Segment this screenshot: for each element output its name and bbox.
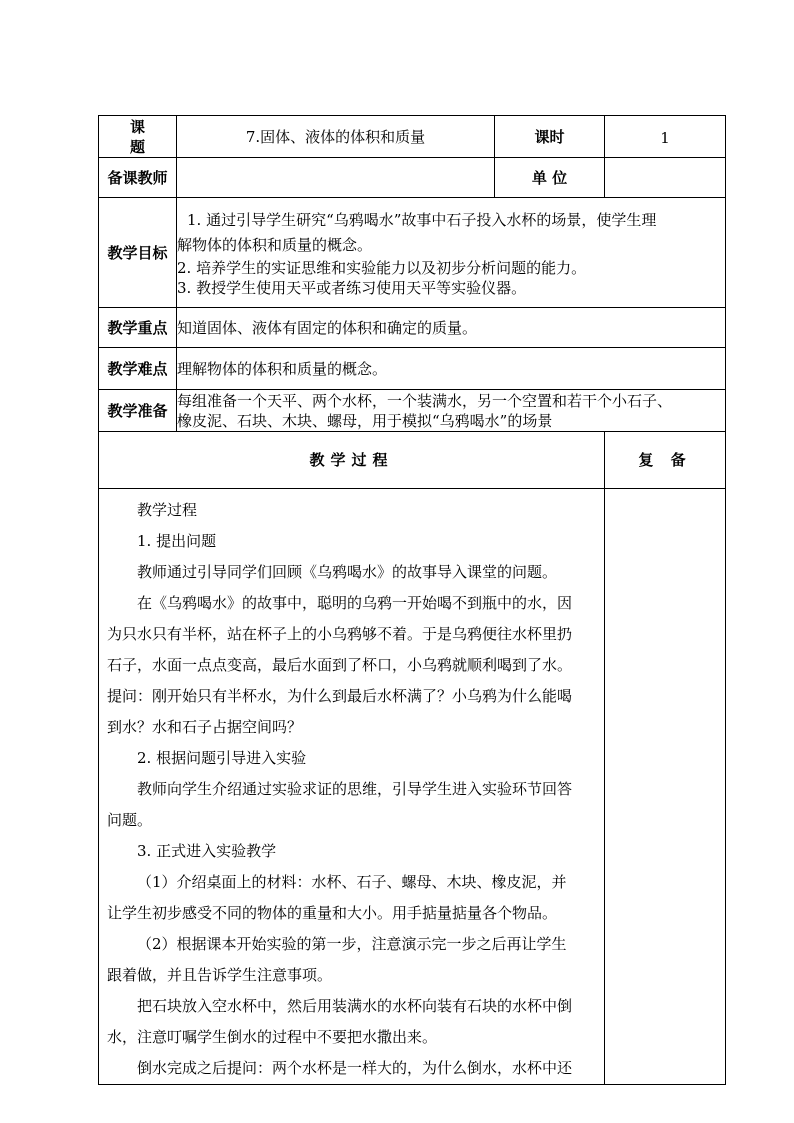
process-paragraph: 教师向学生介绍通过实验求证的思维，引导学生进入实验环节回答 [137, 780, 573, 798]
unit-label: 单 位 [495, 158, 605, 198]
process-paragraph: 跟着做，并且告诉学生注意事项。 [107, 966, 333, 984]
topic-label: 课 题 [99, 116, 177, 158]
period-label: 课时 [495, 116, 605, 158]
goal-line-2: 解物体的体积和质量的概念。 [177, 235, 373, 254]
preparation-content [177, 390, 726, 432]
difficulties-label: 教学难点 [99, 348, 177, 390]
process-paragraph: （2）根据课本开始实验的第一步，注意演示完一步之后再让学生 [137, 935, 567, 953]
process-paragraph: 倒水完成之后提问：两个水杯是一样大的，为什么倒水，水杯中还 [137, 1059, 573, 1077]
process-paragraph: 1. 提出问题 [137, 532, 217, 550]
process-title: 教学过程 [99, 432, 605, 489]
goals-row [99, 198, 726, 308]
preparation-line-2: 橡皮泥、石块、木块、螺母，用于模拟“乌鸦喝水”的场景 [177, 411, 553, 430]
process-body-row [99, 489, 726, 1085]
key-points-row [99, 308, 726, 348]
topic-value: 7.固体、液体的体积和质量 [177, 116, 495, 158]
process-paragraph: 让学生初步感受不同的物体的重量和大小。用手掂量掂量各个物品。 [107, 904, 558, 922]
process-paragraph: 提问：刚开始只有半杯水，为什么到最后水杯满了？小乌鸦为什么能喝 [107, 687, 573, 705]
topic-row [99, 116, 726, 158]
process-paragraph: 3. 正式进入实验教学 [137, 842, 277, 860]
process-header-row [99, 432, 726, 489]
teacher-row [99, 158, 726, 198]
teacher-label: 备课教师 [99, 158, 177, 198]
unit-value [605, 158, 726, 198]
process-paragraph: 问题。 [107, 811, 153, 829]
key-points-value: 知道固体、液体有固定的体积和确定的质量。 [177, 308, 726, 348]
preparation-label: 教学准备 [99, 390, 177, 432]
key-points-label: 教学重点 [99, 308, 177, 348]
review-column [605, 489, 726, 1085]
goal-line-1: 1. 通过引导学生研究“乌鸦喝水”故事中石子投入水杯的场景，使学生理 [187, 210, 657, 229]
goal-line-3: 2. 培养学生的实证思维和实验能力以及初步分析问题的能力。 [177, 258, 587, 277]
process-paragraph: 在《乌鸦喝水》的故事中，聪明的乌鸦一开始喝不到瓶中的水，因 [137, 594, 573, 612]
process-paragraph: 到水？水和石子占据空间吗？ [107, 718, 303, 736]
goal-line-4: 3. 教授学生使用天平或者练习使用天平等实验仪器。 [177, 278, 527, 297]
preparation-line-1: 每组准备一个天平、两个水杯，一个装满水，另一个空置和若干个小石子、 [177, 391, 673, 410]
preparation-row [99, 390, 726, 432]
process-paragraph: 2. 根据问题引导进入实验 [137, 749, 307, 767]
lesson-plan-table [98, 115, 726, 1085]
goals-content [177, 198, 726, 308]
review-title: 复 备 [605, 432, 726, 489]
difficulties-value: 理解物体的体积和质量的概念。 [177, 348, 726, 390]
teacher-value [177, 158, 495, 198]
period-value: 1 [605, 116, 726, 158]
process-content [99, 489, 605, 1085]
process-paragraph: 为只水只有半杯，站在杯子上的小乌鸦够不着。于是乌鸦便往水杯里扔 [107, 625, 573, 643]
process-paragraph: 石子，水面一点点变高，最后水面到了杯口，小乌鸦就顺利喝到了水。 [107, 656, 573, 674]
goals-label: 教学目标 [99, 198, 177, 308]
process-paragraph: 教师通过引导同学们回顾《乌鸦喝水》的故事导入课堂的问题。 [137, 563, 558, 581]
process-paragraph: 水，注意叮嘱学生倒水的过程中不要把水撒出来。 [107, 1028, 438, 1046]
process-paragraph: 把石块放入空水杯中，然后用装满水的水杯向装有石块的水杯中倒 [137, 997, 573, 1015]
difficulties-row [99, 348, 726, 390]
process-paragraph: 教学过程 [137, 501, 198, 519]
process-paragraph: （1）介绍桌面上的材料：水杯、石子、螺母、木块、橡皮泥，并 [137, 873, 567, 891]
